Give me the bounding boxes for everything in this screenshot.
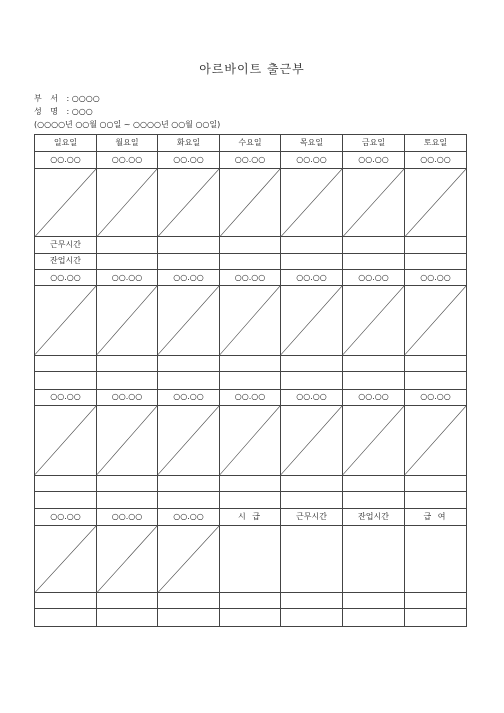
time-slot-cell — [220, 405, 281, 475]
work-hours-cell — [158, 475, 220, 491]
work-hours-cell — [343, 475, 405, 491]
work-hours-cell — [97, 475, 158, 491]
date-cell: ○○.○○ — [158, 152, 220, 168]
name-value: : ○○○ — [66, 107, 93, 116]
work-hours-cell — [281, 475, 343, 491]
summary-row — [35, 525, 467, 593]
overtime-cell — [405, 609, 467, 627]
time-slot-row — [35, 168, 467, 237]
time-slot-row — [35, 405, 467, 475]
overtime-cell — [343, 609, 405, 627]
overtime-cell — [220, 372, 281, 389]
overtime-cell — [405, 491, 467, 508]
day-header: 수요일 — [220, 135, 281, 152]
day-header: 화요일 — [158, 135, 220, 152]
work-hours-cell — [220, 475, 281, 491]
time-slot-cell — [35, 168, 97, 237]
date-cell: ○○.○○ — [220, 152, 281, 168]
work-hours-cell — [343, 593, 405, 609]
work-hours-cell — [97, 593, 158, 609]
department-line — [34, 94, 100, 104]
date-cell: ○○.○○ — [35, 152, 97, 168]
time-slot-cell — [35, 405, 97, 475]
work-hours-cell — [220, 237, 281, 253]
overtime-cell — [97, 491, 158, 508]
work-hours-cell — [158, 355, 220, 371]
time-slot-cell — [35, 525, 97, 593]
summary-header-row — [35, 509, 467, 525]
work-hours-cell — [158, 593, 220, 609]
work-hours-cell — [405, 237, 467, 253]
overtime-row — [35, 372, 467, 389]
time-slot-cell — [158, 286, 220, 356]
date-cell: ○○.○○ — [343, 269, 405, 285]
overtime-cell — [220, 253, 281, 269]
day-header: 토요일 — [405, 135, 467, 152]
summary-header: 급 여 — [405, 509, 467, 525]
work-hours-cell — [35, 593, 97, 609]
work-hours-cell — [220, 355, 281, 371]
date-cell: ○○.○○ — [97, 509, 158, 525]
overtime-cell — [220, 491, 281, 508]
overtime-cell — [158, 372, 220, 389]
date-cell: ○○.○○ — [281, 389, 343, 405]
overtime-row — [35, 491, 467, 508]
summary-header: 시 급 — [220, 509, 281, 525]
time-slot-cell — [158, 525, 220, 593]
date-cell: ○○.○○ — [158, 509, 220, 525]
time-slot-cell — [405, 168, 467, 237]
time-slot-cell — [343, 286, 405, 356]
time-slot-cell — [281, 168, 343, 237]
time-slot-row — [35, 286, 467, 356]
work-hours-row — [35, 593, 467, 609]
day-header-row — [35, 135, 467, 152]
summary-header: 잔업시간 — [343, 509, 405, 525]
summary-cell — [343, 525, 405, 593]
date-cell: ○○.○○ — [281, 152, 343, 168]
period-line: (○○○○년 ○○월 ○○일 ~ ○○○○년 ○○월 ○○일) — [34, 120, 221, 129]
overtime-cell — [158, 253, 220, 269]
work-hours-cell — [405, 593, 467, 609]
overtime-cell — [97, 372, 158, 389]
date-row — [35, 389, 467, 405]
overtime-cell — [281, 491, 343, 508]
overtime-row — [35, 609, 467, 627]
work-hours-cell — [405, 475, 467, 491]
work-hours-label: 근무시간 — [35, 237, 97, 253]
overtime-cell — [97, 253, 158, 269]
summary-cell — [220, 525, 281, 593]
work-hours-cell — [281, 593, 343, 609]
day-header: 일요일 — [35, 135, 97, 152]
work-hours-cell — [35, 355, 97, 371]
time-slot-cell — [405, 405, 467, 475]
overtime-cell — [281, 372, 343, 389]
time-slot-cell — [97, 525, 158, 593]
date-cell: ○○.○○ — [35, 269, 97, 285]
time-slot-cell — [158, 405, 220, 475]
date-row — [35, 152, 467, 168]
work-hours-cell — [158, 237, 220, 253]
overtime-cell — [158, 609, 220, 627]
overtime-cell — [405, 372, 467, 389]
overtime-label: 잔업시간 — [35, 253, 97, 269]
work-hours-cell — [405, 355, 467, 371]
overtime-cell — [97, 609, 158, 627]
name-line — [34, 107, 93, 117]
overtime-cell — [35, 491, 97, 508]
overtime-cell — [281, 253, 343, 269]
date-cell: ○○.○○ — [97, 269, 158, 285]
overtime-cell — [35, 372, 97, 389]
day-header: 목요일 — [281, 135, 343, 152]
work-hours-row — [35, 475, 467, 491]
overtime-cell — [405, 253, 467, 269]
work-hours-row — [35, 355, 467, 371]
time-slot-cell — [220, 168, 281, 237]
attendance-table — [34, 134, 467, 627]
summary-header: 근무시간 — [281, 509, 343, 525]
time-slot-cell — [35, 286, 97, 356]
date-cell: ○○.○○ — [158, 269, 220, 285]
name-label: 성 명 — [34, 107, 61, 116]
work-hours-cell — [281, 355, 343, 371]
summary-cell — [405, 525, 467, 593]
department-value: : ○○○○ — [66, 94, 100, 103]
overtime-cell — [343, 253, 405, 269]
work-hours-cell — [343, 237, 405, 253]
date-row — [35, 269, 467, 285]
day-header: 금요일 — [343, 135, 405, 152]
date-cell: ○○.○○ — [343, 389, 405, 405]
work-hours-cell — [97, 355, 158, 371]
time-slot-cell — [97, 405, 158, 475]
time-slot-cell — [220, 286, 281, 356]
date-cell: ○○.○○ — [220, 269, 281, 285]
date-cell: ○○.○○ — [281, 269, 343, 285]
day-header: 월요일 — [97, 135, 158, 152]
time-slot-cell — [97, 286, 158, 356]
work-hours-cell — [343, 355, 405, 371]
time-slot-cell — [405, 286, 467, 356]
work-hours-row — [35, 237, 467, 253]
summary-cell — [281, 525, 343, 593]
overtime-cell — [220, 609, 281, 627]
overtime-row — [35, 253, 467, 269]
overtime-cell — [281, 609, 343, 627]
department-label: 부 서 — [34, 94, 61, 103]
date-cell: ○○.○○ — [405, 389, 467, 405]
date-cell: ○○.○○ — [97, 389, 158, 405]
time-slot-cell — [158, 168, 220, 237]
time-slot-cell — [343, 405, 405, 475]
time-slot-cell — [97, 168, 158, 237]
work-hours-cell — [281, 237, 343, 253]
overtime-cell — [35, 609, 97, 627]
time-slot-cell — [281, 286, 343, 356]
time-slot-cell — [343, 168, 405, 237]
time-slot-cell — [281, 405, 343, 475]
date-cell: ○○.○○ — [405, 152, 467, 168]
date-cell: ○○.○○ — [35, 389, 97, 405]
date-cell: ○○.○○ — [97, 152, 158, 168]
date-cell: ○○.○○ — [405, 269, 467, 285]
page-title: 아르바이트 출근부 — [199, 62, 305, 76]
overtime-cell — [343, 372, 405, 389]
work-hours-cell — [97, 237, 158, 253]
date-cell: ○○.○○ — [343, 152, 405, 168]
date-cell: ○○.○○ — [220, 389, 281, 405]
date-cell: ○○.○○ — [35, 509, 97, 525]
overtime-cell — [343, 491, 405, 508]
overtime-cell — [158, 491, 220, 508]
work-hours-cell — [220, 593, 281, 609]
date-cell: ○○.○○ — [158, 389, 220, 405]
work-hours-cell — [35, 475, 97, 491]
